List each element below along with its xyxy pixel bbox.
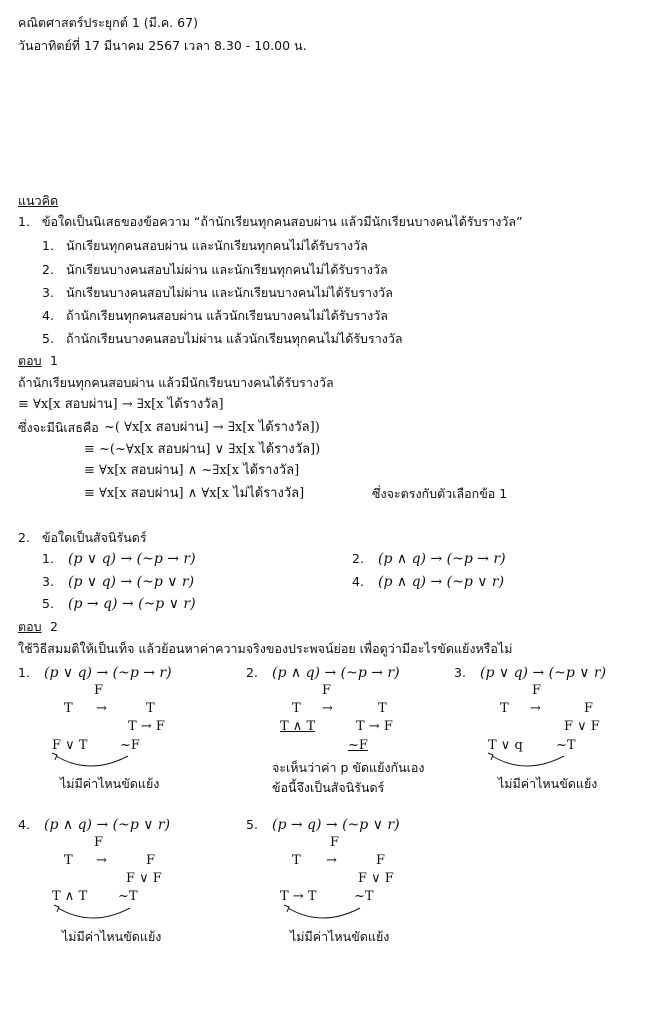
- case-4-link-arc: [52, 904, 142, 924]
- case-5-t1: T: [292, 853, 301, 868]
- case-2-expr: (p ∧ q) → (~p → r): [272, 665, 400, 681]
- section-title: แนวคิด: [18, 193, 59, 208]
- case-1-t2: T: [146, 701, 155, 716]
- q2-answer-label: ตอบ: [18, 619, 42, 634]
- case-1-left: F ∨ T: [52, 738, 88, 753]
- q1-answer-label: ตอบ: [18, 353, 42, 368]
- q1-number: 1.: [18, 214, 30, 229]
- q2-choice-5: (p → q) → (~p ∨ r): [68, 596, 196, 612]
- case-4-sub: F ∨ F: [126, 871, 162, 886]
- case-5-arrow: →: [326, 853, 337, 868]
- case-1-number: 1.: [18, 665, 30, 680]
- case-5-link-arc: [282, 904, 372, 924]
- q1-choice-num: 1.: [42, 238, 54, 253]
- q2-question: ข้อใดเป็นสัจนิรันดร์: [42, 530, 147, 545]
- case-2-t1: T: [292, 701, 301, 716]
- q1-step-2-label: ซึ่งจะมีนิเสธคือ: [18, 420, 99, 435]
- case-3-t2: F: [584, 701, 594, 716]
- case-1-sub: T → F: [128, 719, 165, 734]
- q2-number: 2.: [18, 530, 30, 545]
- q1-step-5-note: ซึ่งจะตรงกับตัวเลือกข้อ 1: [372, 486, 508, 501]
- case-3-f: F: [532, 683, 542, 698]
- q1-choice-num: 2.: [42, 262, 54, 277]
- q2-choice-num: 1.: [42, 551, 54, 566]
- q1-step-1: ≡ ∀x[x สอบผ่าน] → ∃x[x ได้รางวัล]: [18, 397, 224, 412]
- q1-question: ข้อใดเป็นนิเสธของข้อความ “ถ้านักเรียนทุกคนสอบผ่าน แล้วมีนักเรียนบางคนได้รับรางวัล”: [42, 214, 523, 229]
- case-2-number: 2.: [246, 665, 258, 680]
- case-2-f: F: [322, 683, 332, 698]
- q2-choice-num: 4.: [352, 574, 364, 589]
- q2-choice-2: (p ∧ q) → (~p → r): [378, 551, 506, 567]
- case-2-sub: T → F: [356, 719, 393, 734]
- q1-choice-1: นักเรียนทุกคนสอบผ่าน และนักเรียนทุกคนไม่ได้รับรางวัล: [66, 238, 368, 253]
- case-4-expr: (p ∧ q) → (~p ∨ r): [44, 817, 171, 833]
- case-3-t1: T: [500, 701, 509, 716]
- case-1-note: ไม่มีค่าไหนขัดแย้ง: [60, 776, 160, 791]
- q1-work-intro: ถ้านักเรียนทุกคนสอบผ่าน แล้วมีนักเรียนบางคนได้รับรางวัล: [18, 375, 334, 390]
- case-2-note-1: จะเห็นว่าค่า p ขัดแย้งกันเอง: [272, 760, 425, 775]
- q1-answer-value: 1: [50, 353, 58, 368]
- case-2-right: ~F: [348, 738, 368, 753]
- case-4-left: T ∧ T: [52, 889, 88, 904]
- course-title: คณิตศาสตร์ประยุกต์ 1 (มี.ค. 67): [18, 15, 198, 30]
- case-2-note-2: ข้อนี้จึงเป็นสัจนิรันดร์: [272, 780, 385, 795]
- q1-choice-4: ถ้านักเรียนทุกคนสอบผ่าน แล้วนักเรียนบางคนไม่ได้รับรางวัล: [66, 308, 388, 323]
- case-1-link-arc: [50, 752, 140, 772]
- case-1-expr: (p ∨ q) → (~p → r): [44, 665, 172, 681]
- case-2-t2: T: [378, 701, 387, 716]
- case-3-left: T ∨ q: [488, 738, 523, 753]
- case-5-t2: F: [376, 853, 386, 868]
- q2-answer-value: 2: [50, 619, 58, 634]
- q2-method: ใช้วิธีสมมติให้เป็นเท็จ แล้วย้อนหาค่าความจริงของประพจน์ย่อย เพื่อดูว่ามีอะไรขัดแย้งหรือไม่: [18, 641, 513, 656]
- case-2-left: T ∧ T: [280, 719, 316, 734]
- case-5-expr: (p → q) → (~p ∨ r): [272, 817, 400, 833]
- q1-choice-3: นักเรียนบางคนสอบไม่ผ่าน และนักเรียนบางคนไม่ได้รับรางวัล: [66, 285, 393, 300]
- q2-choice-1: (p ∨ q) → (~p → r): [68, 551, 196, 567]
- case-4-number: 4.: [18, 817, 30, 832]
- case-1-f: F: [94, 683, 104, 698]
- case-4-t1: T: [64, 853, 73, 868]
- q2-choice-3: (p ∨ q) → (~p ∨ r): [68, 574, 195, 590]
- q1-choice-2: นักเรียนบางคนสอบไม่ผ่าน และนักเรียนทุกคนไม่ได้รับรางวัล: [66, 262, 388, 277]
- case-3-link-arc: [486, 752, 576, 772]
- case-4-right: ~T: [118, 889, 138, 904]
- q1-step-5: ≡ ∀x[x สอบผ่าน] ∧ ∀x[x ไม่ได้รางวัล]: [84, 486, 305, 501]
- q2-choice-num: 2.: [352, 551, 364, 566]
- case-5-right: ~T: [354, 889, 374, 904]
- case-5-sub: F ∨ F: [358, 871, 394, 886]
- q2-choice-4: (p ∧ q) → (~p ∨ r): [378, 574, 505, 590]
- case-4-f: F: [94, 835, 104, 850]
- q1-step-3: ≡ ~(~∀x[x สอบผ่าน] ∨ ∃x[x ได้รางวัล]): [84, 442, 321, 457]
- case-3-arrow: →: [530, 701, 541, 716]
- case-5-note: ไม่มีค่าไหนขัดแย้ง: [290, 929, 390, 944]
- exam-date: วันอาทิตย์ที่ 17 มีนาคม 2567 เวลา 8.30 - 10.00 น.: [18, 38, 307, 53]
- case-3-note: ไม่มีค่าไหนขัดแย้ง: [498, 776, 598, 791]
- case-5-number: 5.: [246, 817, 258, 832]
- case-3-sub: F ∨ F: [564, 719, 600, 734]
- case-3-number: 3.: [454, 665, 466, 680]
- case-1-t1: T: [64, 701, 73, 716]
- case-2-arrow: →: [322, 701, 333, 716]
- case-4-arrow: →: [96, 853, 107, 868]
- case-5-left: T → T: [280, 889, 317, 904]
- case-3-right: ~T: [556, 738, 576, 753]
- case-4-note: ไม่มีค่าไหนขัดแย้ง: [62, 929, 162, 944]
- case-1-right: ~F: [120, 738, 140, 753]
- q1-choice-num: 3.: [42, 285, 54, 300]
- case-1-arrow: →: [96, 701, 107, 716]
- q1-choice-num: 4.: [42, 308, 54, 323]
- q1-step-2: ~( ∀x[x สอบผ่าน] → ∃x[x ได้รางวัล]): [104, 420, 320, 435]
- q1-choice-5: ถ้านักเรียนบางคนสอบไม่ผ่าน แล้วนักเรียนทุกคนไม่ได้รับรางวัล: [66, 331, 403, 346]
- case-5-f: F: [330, 835, 340, 850]
- q2-choice-num: 5.: [42, 596, 54, 611]
- q1-step-4: ≡ ∀x[x สอบผ่าน] ∧ ~∃x[x ได้รางวัล]: [84, 463, 300, 478]
- q1-choice-num: 5.: [42, 331, 54, 346]
- q2-choice-num: 3.: [42, 574, 54, 589]
- case-4-t2: F: [146, 853, 156, 868]
- case-3-expr: (p ∨ q) → (~p ∨ r): [480, 665, 607, 681]
